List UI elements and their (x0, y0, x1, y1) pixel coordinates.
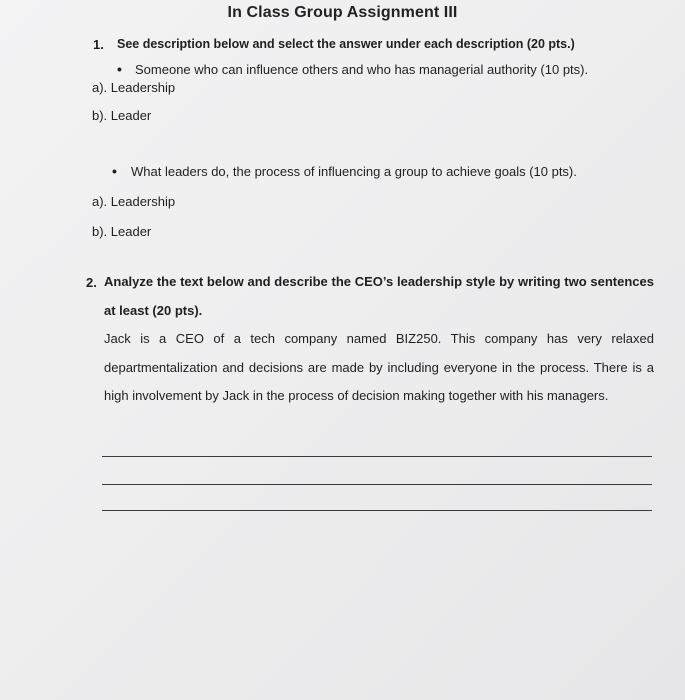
bullet-icon: • (117, 61, 122, 77)
item-1-option-b: b). Leader (92, 108, 152, 123)
answer-line[interactable] (102, 484, 652, 485)
question-1-prompt: See description below and select the answer under each description (20 pts.) (117, 37, 575, 51)
question-2-scenario-text: Jack is a CEO of a tech company named BIZ250. This company has very relaxed departmentalization and decisions are made by including everyone in the process. There is a high involvement by Jack in the process of decision making together with his managers. (104, 331, 654, 404)
answer-line[interactable] (102, 510, 652, 511)
item-2-option-b: b). Leader (92, 224, 152, 239)
bullet-icon: • (112, 163, 117, 179)
question-2-prompt: Analyze the text below and describe the CEO’s leadership style by writing two sentences at least (20 pts). (104, 274, 654, 318)
question-2-number: 2. (86, 275, 97, 290)
answer-line[interactable] (102, 456, 652, 457)
item-1-option-a: a). Leadership (92, 80, 176, 95)
item-1-description: Someone who can influence others and who has managerial authority (10 pts). (135, 62, 589, 77)
item-2-option-a: a). Leadership (92, 194, 176, 209)
page-title: In Class Group Assignment III (227, 4, 458, 21)
item-2-description: What leaders do, the process of influencing a group to achieve goals (10 pts). (131, 164, 577, 179)
question-1-number: 1. (93, 37, 104, 52)
